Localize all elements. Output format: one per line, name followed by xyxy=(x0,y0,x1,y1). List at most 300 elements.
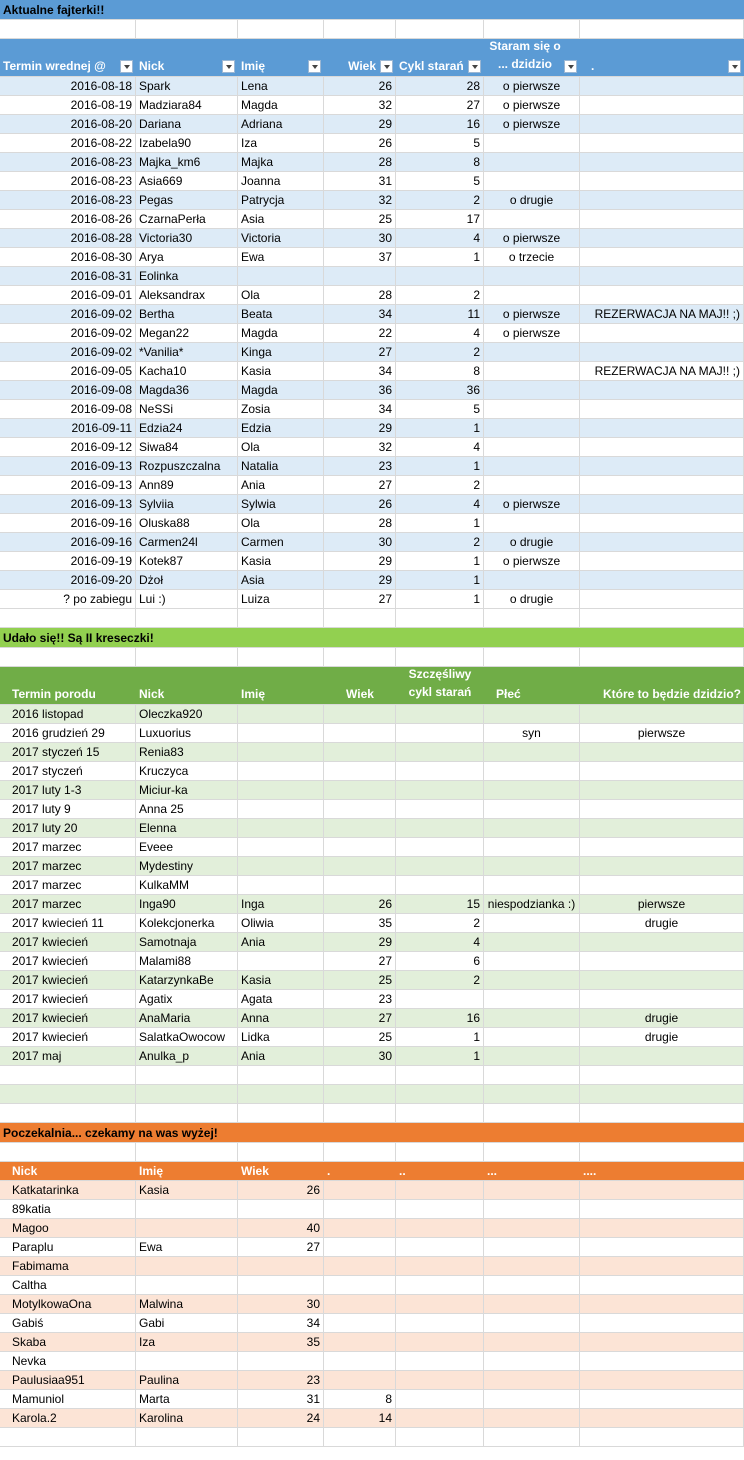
cell-nick[interactable]: KulkaMM xyxy=(136,876,238,894)
cell-imie[interactable] xyxy=(238,838,324,856)
cell-wiek[interactable]: 25 xyxy=(324,1028,396,1046)
cell-wiek[interactable]: 34 xyxy=(238,1314,324,1332)
cell-ktore[interactable] xyxy=(580,838,744,856)
cell-dot3[interactable] xyxy=(484,1219,580,1237)
cell-ktore[interactable]: drugie xyxy=(580,1028,744,1046)
cell-dot1[interactable] xyxy=(324,1238,396,1256)
cell-wiek[interactable]: 34 xyxy=(324,305,396,323)
cell-cykl[interactable]: 2 xyxy=(396,914,484,932)
cell-staram[interactable]: o trzecie xyxy=(484,248,580,266)
cell-termin[interactable]: 2016-09-05 xyxy=(0,362,136,380)
cell-termin-porodu[interactable]: 2017 kwiecień xyxy=(0,971,136,989)
cell-imie[interactable]: Kasia xyxy=(238,362,324,380)
cell-plec[interactable] xyxy=(484,933,580,951)
cell-nick[interactable]: Anna 25 xyxy=(136,800,238,818)
cell-imie[interactable]: Magda xyxy=(238,381,324,399)
cell-imie[interactable]: Malwina xyxy=(136,1295,238,1313)
cell-nick[interactable]: Miciur-ka xyxy=(136,781,238,799)
cell-termin[interactable]: 2016-08-23 xyxy=(0,153,136,171)
cell-nick[interactable]: Anulka_p xyxy=(136,1047,238,1065)
cell-dot4[interactable] xyxy=(580,1181,744,1199)
cell-staram[interactable] xyxy=(484,476,580,494)
cell-wiek[interactable]: 29 xyxy=(324,933,396,951)
cell-termin[interactable]: 2016-08-22 xyxy=(0,134,136,152)
cell-imie[interactable]: Zosia xyxy=(238,400,324,418)
cell-nick[interactable]: Mydestiny xyxy=(136,857,238,875)
cell-plec[interactable] xyxy=(484,743,580,761)
cell-nick[interactable]: Renia83 xyxy=(136,743,238,761)
cell-termin-porodu[interactable]: 2017 styczeń 15 xyxy=(0,743,136,761)
cell-uwagi[interactable] xyxy=(580,286,744,304)
cell-wiek[interactable]: 25 xyxy=(324,971,396,989)
cell-cykl[interactable] xyxy=(396,819,484,837)
cell-nick[interactable]: SalatkaOwocow xyxy=(136,1028,238,1046)
cell-wiek[interactable]: 32 xyxy=(324,191,396,209)
cell-imie[interactable]: Natalia xyxy=(238,457,324,475)
cell-wiek[interactable]: 28 xyxy=(324,153,396,171)
cell-wiek[interactable]: 31 xyxy=(324,172,396,190)
cell-termin[interactable]: 2016-08-26 xyxy=(0,210,136,228)
cell-wiek[interactable]: 29 xyxy=(324,115,396,133)
cell-wiek[interactable]: 26 xyxy=(324,134,396,152)
cell-dot2[interactable] xyxy=(396,1352,484,1370)
cell-termin-porodu[interactable]: 2017 luty 9 xyxy=(0,800,136,818)
cell-wiek[interactable]: 22 xyxy=(324,324,396,342)
cell-staram[interactable] xyxy=(484,514,580,532)
cell-dot3[interactable] xyxy=(484,1257,580,1275)
cell-imie[interactable] xyxy=(238,800,324,818)
cell-wiek[interactable]: 27 xyxy=(324,590,396,608)
cell-wiek[interactable]: 27 xyxy=(238,1238,324,1256)
cell-termin-porodu[interactable]: 2017 marzec xyxy=(0,838,136,856)
cell-wiek[interactable]: 35 xyxy=(324,914,396,932)
cell-staram[interactable]: o pierwsze xyxy=(484,305,580,323)
cell-dot1[interactable] xyxy=(324,1371,396,1389)
cell-cykl[interactable]: 11 xyxy=(396,305,484,323)
cell-dot4[interactable] xyxy=(580,1352,744,1370)
cell-dot4[interactable] xyxy=(580,1333,744,1351)
cell-nick[interactable]: Bertha xyxy=(136,305,238,323)
cell-cykl[interactable]: 4 xyxy=(396,933,484,951)
cell-imie[interactable]: Marta xyxy=(136,1390,238,1408)
header-wiek[interactable]: Wiek xyxy=(324,39,396,76)
cell-wiek[interactable] xyxy=(238,1352,324,1370)
cell-staram[interactable]: o pierwsze xyxy=(484,96,580,114)
cell-cykl[interactable]: 5 xyxy=(396,400,484,418)
header-cykl[interactable]: Cykl starań xyxy=(396,39,484,76)
cell-dot2[interactable] xyxy=(396,1409,484,1427)
cell-nick[interactable]: Katkatarinka xyxy=(0,1181,136,1199)
cell-imie[interactable]: Ola xyxy=(238,286,324,304)
cell-wiek[interactable]: 26 xyxy=(324,895,396,913)
cell-termin[interactable]: 2016-09-01 xyxy=(0,286,136,304)
cell-termin[interactable]: 2016-08-20 xyxy=(0,115,136,133)
cell-nick[interactable]: Kruczyca xyxy=(136,762,238,780)
cell-imie[interactable] xyxy=(136,1257,238,1275)
cell-wiek[interactable]: 23 xyxy=(324,457,396,475)
cell-ktore[interactable] xyxy=(580,743,744,761)
cell-nick[interactable]: Kolekcjonerka xyxy=(136,914,238,932)
cell-imie[interactable] xyxy=(238,724,324,742)
cell-imie[interactable]: Kinga xyxy=(238,343,324,361)
cell-cykl[interactable] xyxy=(396,857,484,875)
cell-cykl[interactable] xyxy=(396,743,484,761)
cell-termin-porodu[interactable]: 2017 marzec xyxy=(0,895,136,913)
header-termin[interactable]: Termin wrednej @ xyxy=(0,39,136,76)
cell-ktore[interactable] xyxy=(580,781,744,799)
cell-dot2[interactable] xyxy=(396,1200,484,1218)
cell-uwagi[interactable] xyxy=(580,400,744,418)
cell-imie[interactable]: Joanna xyxy=(238,172,324,190)
cell-dot3[interactable] xyxy=(484,1390,580,1408)
cell-cykl[interactable]: 15 xyxy=(396,895,484,913)
cell-plec[interactable] xyxy=(484,990,580,1008)
cell-termin[interactable]: 2016-09-16 xyxy=(0,533,136,551)
cell-imie[interactable]: Edzia xyxy=(238,419,324,437)
cell-cykl[interactable]: 1 xyxy=(396,457,484,475)
cell-cykl[interactable]: 2 xyxy=(396,191,484,209)
cell-plec[interactable] xyxy=(484,1047,580,1065)
cell-wiek[interactable]: 30 xyxy=(238,1295,324,1313)
cell-cykl[interactable]: 1 xyxy=(396,552,484,570)
filter-dropdown-icon[interactable] xyxy=(728,60,741,73)
header-dot[interactable]: . xyxy=(580,39,744,76)
cell-ktore[interactable]: drugie xyxy=(580,914,744,932)
cell-cykl[interactable]: 17 xyxy=(396,210,484,228)
cell-dot4[interactable] xyxy=(580,1409,744,1427)
cell-cykl[interactable]: 4 xyxy=(396,438,484,456)
cell-cykl[interactable]: 8 xyxy=(396,362,484,380)
cell-plec[interactable] xyxy=(484,952,580,970)
cell-dot2[interactable] xyxy=(396,1390,484,1408)
cell-imie[interactable]: Iza xyxy=(136,1333,238,1351)
cell-imie[interactable]: Iza xyxy=(238,134,324,152)
cell-ktore[interactable]: drugie xyxy=(580,1009,744,1027)
cell-imie[interactable]: Asia xyxy=(238,210,324,228)
cell-imie[interactable]: Victoria xyxy=(238,229,324,247)
cell-uwagi[interactable] xyxy=(580,77,744,95)
cell-imie[interactable]: Inga xyxy=(238,895,324,913)
cell-uwagi[interactable] xyxy=(580,571,744,589)
cell-termin[interactable]: 2016-09-11 xyxy=(0,419,136,437)
cell-nick[interactable]: Arya xyxy=(136,248,238,266)
cell-imie[interactable]: Ewa xyxy=(136,1238,238,1256)
cell-nick[interactable]: CzarnaPerła xyxy=(136,210,238,228)
cell-staram[interactable] xyxy=(484,571,580,589)
cell-termin[interactable]: 2016-08-23 xyxy=(0,172,136,190)
cell-dot2[interactable] xyxy=(396,1276,484,1294)
cell-dot2[interactable] xyxy=(396,1238,484,1256)
cell-termin[interactable]: 2016-09-02 xyxy=(0,324,136,342)
cell-nick[interactable]: Inga90 xyxy=(136,895,238,913)
cell-imie[interactable]: Ola xyxy=(238,438,324,456)
cell-ktore[interactable] xyxy=(580,876,744,894)
cell-plec[interactable] xyxy=(484,800,580,818)
cell-imie[interactable] xyxy=(238,876,324,894)
cell-uwagi[interactable] xyxy=(580,381,744,399)
cell-wiek[interactable]: 27 xyxy=(324,1009,396,1027)
cell-imie[interactable]: Agata xyxy=(238,990,324,1008)
cell-wiek[interactable] xyxy=(324,800,396,818)
cell-plec[interactable] xyxy=(484,838,580,856)
cell-termin[interactable]: 2016-09-13 xyxy=(0,495,136,513)
cell-ktore[interactable] xyxy=(580,800,744,818)
cell-nick[interactable]: Paulusiaa951 xyxy=(0,1371,136,1389)
cell-dot4[interactable] xyxy=(580,1276,744,1294)
cell-cykl[interactable]: 1 xyxy=(396,514,484,532)
cell-cykl[interactable]: 2 xyxy=(396,343,484,361)
cell-wiek[interactable] xyxy=(324,762,396,780)
cell-cykl[interactable]: 5 xyxy=(396,134,484,152)
cell-plec[interactable] xyxy=(484,876,580,894)
cell-plec[interactable] xyxy=(484,1009,580,1027)
cell-uwagi[interactable] xyxy=(580,134,744,152)
cell-termin[interactable]: 2016-08-31 xyxy=(0,267,136,285)
cell-nick[interactable]: Eveee xyxy=(136,838,238,856)
cell-cykl[interactable]: 8 xyxy=(396,153,484,171)
cell-nick[interactable]: Oluska88 xyxy=(136,514,238,532)
cell-wiek[interactable] xyxy=(324,705,396,723)
cell-dot1[interactable] xyxy=(324,1333,396,1351)
cell-termin-porodu[interactable]: 2017 kwiecień xyxy=(0,952,136,970)
cell-staram[interactable] xyxy=(484,362,580,380)
cell-nick[interactable]: Luxuorius xyxy=(136,724,238,742)
cell-imie[interactable]: Beata xyxy=(238,305,324,323)
cell-wiek[interactable]: 25 xyxy=(324,210,396,228)
cell-nick[interactable]: *Vanilia* xyxy=(136,343,238,361)
cell-nick[interactable]: Eolinka xyxy=(136,267,238,285)
cell-dot1[interactable] xyxy=(324,1181,396,1199)
cell-ktore[interactable] xyxy=(580,990,744,1008)
cell-plec[interactable] xyxy=(484,781,580,799)
filter-dropdown-icon[interactable] xyxy=(120,60,133,73)
filter-dropdown-icon[interactable] xyxy=(468,60,481,73)
cell-wiek[interactable] xyxy=(324,724,396,742)
cell-dot2[interactable] xyxy=(396,1257,484,1275)
cell-cykl[interactable]: 4 xyxy=(396,324,484,342)
cell-nick[interactable]: Paraplu xyxy=(0,1238,136,1256)
header-imie[interactable]: Imię xyxy=(238,39,324,76)
cell-termin-porodu[interactable]: 2017 luty 1-3 xyxy=(0,781,136,799)
cell-cykl[interactable]: 1 xyxy=(396,419,484,437)
cell-cykl[interactable]: 2 xyxy=(396,286,484,304)
cell-dot3[interactable] xyxy=(484,1333,580,1351)
cell-termin-porodu[interactable]: 2017 kwiecień xyxy=(0,933,136,951)
cell-imie[interactable]: Ania xyxy=(238,476,324,494)
cell-nick[interactable]: Samotnaja xyxy=(136,933,238,951)
cell-staram[interactable]: o pierwsze xyxy=(484,229,580,247)
cell-dot3[interactable] xyxy=(484,1409,580,1427)
cell-imie[interactable]: Asia xyxy=(238,571,324,589)
cell-uwagi[interactable] xyxy=(580,115,744,133)
cell-termin[interactable]: 2016-09-20 xyxy=(0,571,136,589)
cell-termin[interactable]: 2016-09-08 xyxy=(0,381,136,399)
cell-wiek[interactable]: 27 xyxy=(324,952,396,970)
cell-nick[interactable]: 89katia xyxy=(0,1200,136,1218)
cell-uwagi[interactable] xyxy=(580,533,744,551)
cell-dot3[interactable] xyxy=(484,1352,580,1370)
cell-ktore[interactable]: pierwsze xyxy=(580,895,744,913)
cell-nick[interactable]: Dżoł xyxy=(136,571,238,589)
cell-staram[interactable] xyxy=(484,400,580,418)
cell-nick[interactable]: Mamuniol xyxy=(0,1390,136,1408)
cell-wiek[interactable]: 30 xyxy=(324,229,396,247)
cell-nick[interactable]: Edzia24 xyxy=(136,419,238,437)
cell-staram[interactable]: o pierwsze xyxy=(484,324,580,342)
cell-cykl[interactable]: 2 xyxy=(396,971,484,989)
cell-imie[interactable]: Lidka xyxy=(238,1028,324,1046)
cell-imie[interactable]: Adriana xyxy=(238,115,324,133)
cell-dot2[interactable] xyxy=(396,1371,484,1389)
cell-termin-porodu[interactable]: 2017 maj xyxy=(0,1047,136,1065)
cell-termin-porodu[interactable]: 2017 marzec xyxy=(0,857,136,875)
cell-cykl[interactable]: 27 xyxy=(396,96,484,114)
cell-dot4[interactable] xyxy=(580,1371,744,1389)
cell-dot1[interactable] xyxy=(324,1295,396,1313)
cell-ktore[interactable] xyxy=(580,952,744,970)
cell-nick[interactable]: Majka_km6 xyxy=(136,153,238,171)
cell-nick[interactable]: Pegas xyxy=(136,191,238,209)
cell-cykl[interactable]: 1 xyxy=(396,590,484,608)
cell-uwagi[interactable] xyxy=(580,267,744,285)
cell-nick[interactable]: Izabela90 xyxy=(136,134,238,152)
cell-termin-porodu[interactable]: 2017 marzec xyxy=(0,876,136,894)
cell-staram[interactable] xyxy=(484,419,580,437)
cell-imie[interactable] xyxy=(238,267,324,285)
cell-imie[interactable] xyxy=(238,952,324,970)
cell-imie[interactable] xyxy=(136,1352,238,1370)
cell-cykl[interactable]: 1 xyxy=(396,571,484,589)
cell-nick[interactable]: Fabimama xyxy=(0,1257,136,1275)
cell-uwagi[interactable] xyxy=(580,324,744,342)
cell-nick[interactable]: Nevka xyxy=(0,1352,136,1370)
cell-uwagi[interactable]: REZERWACJA NA MAJ!! ;) xyxy=(580,305,744,323)
cell-dot1[interactable] xyxy=(324,1314,396,1332)
cell-wiek[interactable]: 36 xyxy=(324,381,396,399)
cell-wiek[interactable] xyxy=(324,743,396,761)
cell-nick[interactable]: Victoria30 xyxy=(136,229,238,247)
cell-imie[interactable]: Anna xyxy=(238,1009,324,1027)
cell-nick[interactable]: Dariana xyxy=(136,115,238,133)
cell-wiek[interactable] xyxy=(324,819,396,837)
cell-imie[interactable]: Kasia xyxy=(238,552,324,570)
cell-cykl[interactable]: 5 xyxy=(396,172,484,190)
cell-nick[interactable]: Caltha xyxy=(0,1276,136,1294)
cell-dot4[interactable] xyxy=(580,1390,744,1408)
cell-termin[interactable]: 2016-09-13 xyxy=(0,476,136,494)
cell-wiek[interactable]: 24 xyxy=(238,1409,324,1427)
cell-imie[interactable]: Ania xyxy=(238,933,324,951)
cell-uwagi[interactable] xyxy=(580,248,744,266)
cell-ktore[interactable] xyxy=(580,933,744,951)
cell-uwagi[interactable] xyxy=(580,191,744,209)
cell-imie[interactable]: Ania xyxy=(238,1047,324,1065)
cell-nick[interactable]: NeSSi xyxy=(136,400,238,418)
cell-plec[interactable] xyxy=(484,762,580,780)
cell-plec[interactable] xyxy=(484,971,580,989)
cell-imie[interactable]: Magda xyxy=(238,324,324,342)
cell-imie[interactable] xyxy=(238,781,324,799)
cell-cykl[interactable]: 6 xyxy=(396,952,484,970)
cell-plec[interactable] xyxy=(484,705,580,723)
cell-cykl[interactable] xyxy=(396,762,484,780)
cell-termin[interactable]: 2016-09-08 xyxy=(0,400,136,418)
cell-cykl[interactable] xyxy=(396,800,484,818)
cell-nick[interactable]: Gabiś xyxy=(0,1314,136,1332)
cell-cykl[interactable]: 1 xyxy=(396,1028,484,1046)
cell-nick[interactable]: Elenna xyxy=(136,819,238,837)
cell-wiek[interactable] xyxy=(324,267,396,285)
cell-cykl[interactable]: 4 xyxy=(396,229,484,247)
cell-termin[interactable]: 2016-09-13 xyxy=(0,457,136,475)
cell-staram[interactable] xyxy=(484,381,580,399)
cell-plec[interactable] xyxy=(484,857,580,875)
cell-staram[interactable]: o pierwsze xyxy=(484,115,580,133)
cell-dot1[interactable] xyxy=(324,1352,396,1370)
cell-dot4[interactable] xyxy=(580,1295,744,1313)
cell-staram[interactable] xyxy=(484,172,580,190)
cell-termin-porodu[interactable]: 2017 kwiecień xyxy=(0,990,136,1008)
cell-dot2[interactable] xyxy=(396,1181,484,1199)
cell-staram[interactable]: o drugie xyxy=(484,590,580,608)
cell-imie[interactable]: Magda xyxy=(238,96,324,114)
cell-termin-porodu[interactable]: 2017 styczeń xyxy=(0,762,136,780)
cell-termin[interactable]: 2016-09-12 xyxy=(0,438,136,456)
cell-dot4[interactable] xyxy=(580,1219,744,1237)
cell-wiek[interactable]: 29 xyxy=(324,419,396,437)
cell-termin-porodu[interactable]: 2017 kwiecień xyxy=(0,1028,136,1046)
cell-uwagi[interactable] xyxy=(580,153,744,171)
cell-nick[interactable]: AnaMaria xyxy=(136,1009,238,1027)
cell-wiek[interactable]: 23 xyxy=(238,1371,324,1389)
cell-nick[interactable]: Sylviia xyxy=(136,495,238,513)
cell-wiek[interactable]: 32 xyxy=(324,96,396,114)
cell-wiek[interactable]: 34 xyxy=(324,400,396,418)
cell-termin[interactable]: ? po zabiegu xyxy=(0,590,136,608)
cell-cykl[interactable]: 28 xyxy=(396,77,484,95)
cell-ktore[interactable]: pierwsze xyxy=(580,724,744,742)
cell-imie[interactable]: Lena xyxy=(238,77,324,95)
cell-imie[interactable]: Gabi xyxy=(136,1314,238,1332)
cell-termin-porodu[interactable]: 2017 kwiecień 11 xyxy=(0,914,136,932)
cell-dot3[interactable] xyxy=(484,1295,580,1313)
cell-dot1[interactable] xyxy=(324,1276,396,1294)
cell-uwagi[interactable] xyxy=(580,495,744,513)
cell-imie[interactable]: Sylwia xyxy=(238,495,324,513)
cell-imie[interactable]: Carmen xyxy=(238,533,324,551)
cell-uwagi[interactable] xyxy=(580,457,744,475)
cell-nick[interactable]: KatarzynkaBe xyxy=(136,971,238,989)
cell-nick[interactable]: Madziara84 xyxy=(136,96,238,114)
cell-termin[interactable]: 2016-08-30 xyxy=(0,248,136,266)
cell-dot2[interactable] xyxy=(396,1219,484,1237)
cell-ktore[interactable] xyxy=(580,705,744,723)
cell-dot1[interactable] xyxy=(324,1257,396,1275)
cell-wiek[interactable]: 26 xyxy=(238,1181,324,1199)
cell-wiek[interactable]: 35 xyxy=(238,1333,324,1351)
cell-plec[interactable]: syn xyxy=(484,724,580,742)
cell-imie[interactable]: Ola xyxy=(238,514,324,532)
cell-imie[interactable]: Oliwia xyxy=(238,914,324,932)
cell-nick[interactable]: Spark xyxy=(136,77,238,95)
cell-dot3[interactable] xyxy=(484,1238,580,1256)
cell-uwagi[interactable] xyxy=(580,590,744,608)
cell-wiek[interactable]: 26 xyxy=(324,495,396,513)
cell-dot3[interactable] xyxy=(484,1181,580,1199)
cell-cykl[interactable]: 16 xyxy=(396,115,484,133)
cell-nick[interactable]: Kotek87 xyxy=(136,552,238,570)
cell-termin-porodu[interactable]: 2016 listopad xyxy=(0,705,136,723)
